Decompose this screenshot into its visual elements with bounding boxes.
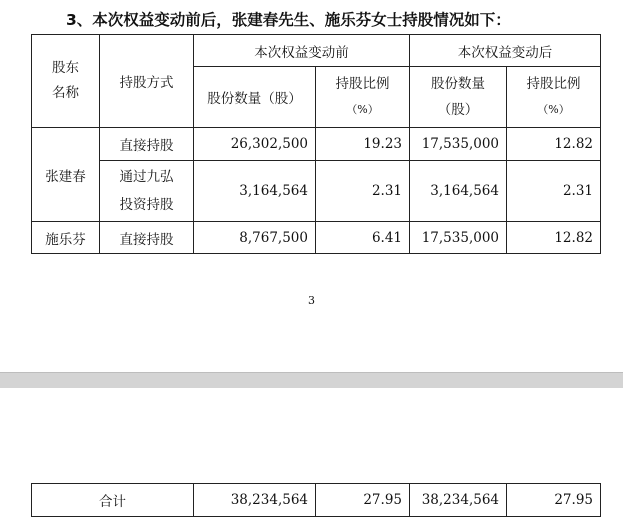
page-break <box>0 372 623 388</box>
page-break-edge <box>0 372 623 373</box>
row-qty-after: 17,535,000 <box>410 222 507 254</box>
row-ratio-after: 12.82 <box>507 222 601 254</box>
total-row <box>32 484 601 517</box>
total-table <box>31 483 601 517</box>
header-ratio-after <box>507 67 601 128</box>
header-group-before: 本次权益变动前 <box>194 35 410 67</box>
row-qty-before: 26,302,500 <box>194 128 316 161</box>
table-row <box>32 222 601 254</box>
header-shareholder-line2: 名称 <box>52 85 79 101</box>
header-qty-after <box>410 67 507 128</box>
row-holder-shi: 施乐芬 <box>32 222 100 254</box>
header-shareholder <box>32 35 100 128</box>
row-method: 直接持股 <box>100 128 194 161</box>
total-label: 合计 <box>32 484 194 517</box>
header-shareholder-line1: 股东 <box>52 60 79 76</box>
total-qty-before: 38,234,564 <box>194 484 316 517</box>
row-method: 直接持股 <box>100 222 194 254</box>
total-ratio-before: 27.95 <box>316 484 410 517</box>
row-qty-before: 8,767,500 <box>194 222 316 254</box>
header-method: 持股方式 <box>100 35 194 128</box>
row-ratio-before: 2.31 <box>316 161 410 222</box>
table-row <box>32 161 601 222</box>
row-qty-after: 3,164,564 <box>410 161 507 222</box>
header-ratio-before-label: 持股比例 <box>335 76 390 92</box>
header-qty-after-label: 股份数量 <box>431 76 485 92</box>
total-ratio-after: 27.95 <box>507 484 601 517</box>
row-method-line1: 通过九弘 <box>119 169 174 185</box>
row-method <box>100 161 194 222</box>
row-ratio-after: 2.31 <box>507 161 601 222</box>
section-heading: 3、本次权益变动前后，张建春先生、施乐芬女士持股情况如下： <box>66 11 511 29</box>
page-number: 3 <box>308 294 315 307</box>
row-ratio-before: 6.41 <box>316 222 410 254</box>
total-qty-after: 38,234,564 <box>410 484 507 517</box>
header-ratio-before <box>316 67 410 128</box>
header-group-after: 本次权益变动后 <box>410 35 601 67</box>
header-ratio-before-unit: （%） <box>346 103 379 116</box>
header-ratio-after-unit: （%） <box>537 103 570 116</box>
row-qty-before: 3,164,564 <box>194 161 316 222</box>
row-ratio-after: 12.82 <box>507 128 601 161</box>
header-ratio-after-label: 持股比例 <box>526 76 581 92</box>
row-method-line2: 投资持股 <box>119 197 174 213</box>
shareholding-table <box>31 34 601 254</box>
header-qty-after-unit: （股） <box>437 102 479 118</box>
row-qty-after: 17,535,000 <box>410 128 507 161</box>
row-ratio-before: 19.23 <box>316 128 410 161</box>
row-holder-zhang: 张建春 <box>32 128 100 222</box>
header-qty-before: 股份数量（股） <box>194 67 316 128</box>
table-header-row <box>32 35 601 67</box>
table-row <box>32 128 601 161</box>
